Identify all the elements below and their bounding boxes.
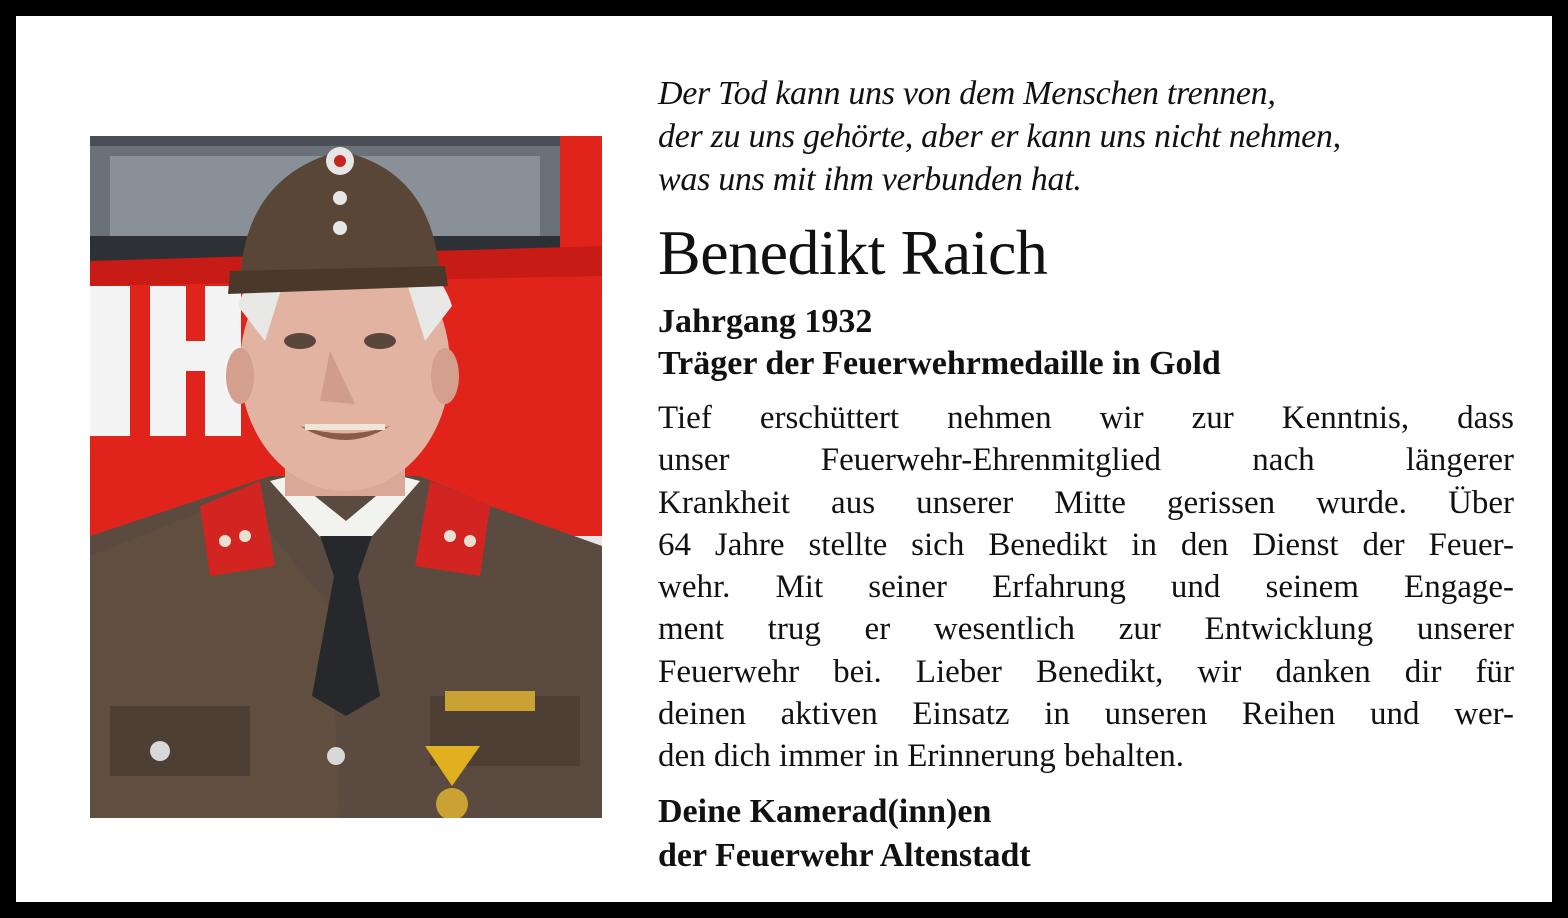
body-line: wehr. Mit seiner Erfahrung und seinem Engage-: [658, 569, 1514, 606]
signature: [658, 790, 1514, 878]
body-line: deinen aktiven Einsatz in unseren Reihen und wer-: [658, 696, 1514, 733]
quote-line: was uns mit ihm verbunden hat.: [658, 161, 1082, 198]
deceased-name: Benedikt Raich: [658, 217, 1048, 288]
memorial-quote: [658, 72, 1514, 201]
obituary-body: [658, 397, 1514, 778]
quote-line: der zu uns gehörte, aber er kann uns nicht nehmen,: [658, 118, 1341, 155]
body-line: ment trug er wesentlich zur Entwicklung unserer: [658, 611, 1514, 648]
quote-line: Der Tod kann uns von dem Menschen trennen,: [658, 75, 1276, 112]
body-line: Krankheit aus unserer Mitte gerissen wurde. Über: [658, 484, 1514, 521]
honor-line: Träger der Feuerwehrmedaille in Gold: [658, 345, 1221, 382]
portrait-photo: [90, 136, 602, 818]
obituary-card: [16, 16, 1552, 902]
signature-line-1: Deine Kamerad(inn)en: [658, 792, 992, 830]
birth-year: Jahrgang 1932: [658, 303, 873, 340]
body-line: unser Feuerwehr-Ehrenmitglied nach längerer: [658, 442, 1514, 479]
body-line: Tief erschüttert nehmen wir zur Kenntnis, dass: [658, 400, 1514, 436]
signature-line-2: der Feuerwehr Altenstadt: [658, 836, 1031, 874]
firefighter-portrait-icon: [90, 136, 602, 818]
deceased-details: [658, 301, 1514, 385]
obituary-text: [658, 72, 1514, 878]
body-line: den dich immer in Erinnerung behalten.: [658, 738, 1185, 775]
body-line: 64 Jahre stellte sich Benedikt in den Dienst der Feuer-: [658, 526, 1514, 563]
body-line: Feuerwehr bei. Lieber Benedikt, wir danken dir für: [658, 653, 1514, 690]
